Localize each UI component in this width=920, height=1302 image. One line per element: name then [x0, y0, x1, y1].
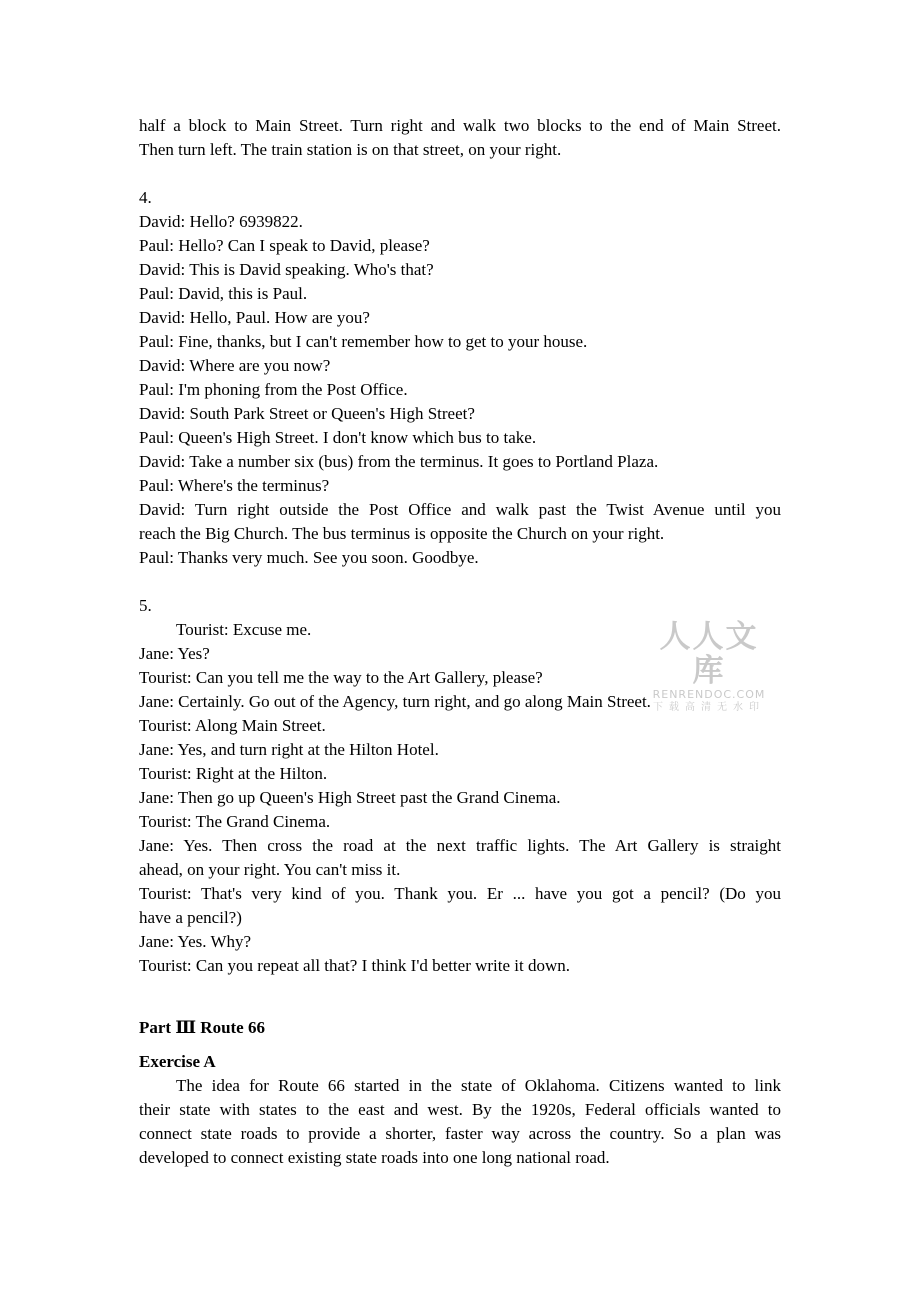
dialogue-line: Jane: Yes, and turn right at the Hilton Hotel. [139, 740, 439, 759]
dialogue-line: Jane: Yes. Then cross the road at the next traffic lights. The Art Gallery is straight [139, 836, 781, 855]
dialogue-line: Tourist: The Grand Cinema. [139, 812, 331, 831]
dialogue-line: David: Hello, Paul. How are you? [139, 308, 370, 327]
dialogue-line: Tourist: Excuse me. [176, 620, 312, 639]
exercise-heading: Exercise A [139, 1052, 216, 1071]
section-title: Part Ⅲ Route 66 [139, 1018, 265, 1037]
dialogue-line: Paul: I'm phoning from the Post Office. [139, 380, 408, 399]
dialogue-line: Paul: Where's the terminus? [139, 476, 330, 495]
paragraph-line: connect state roads to provide a shorter, faster way across the country. So a plan was [139, 1124, 781, 1143]
watermark-title: 人人文库 [659, 619, 759, 689]
dialogue-line: have a pencil?) [139, 908, 242, 927]
dialogue-line: David: Take a number six (bus) from the terminus. It goes to Portland Plaza. [139, 452, 659, 471]
dialogue-line: David: South Park Street or Queen's High Street? [139, 404, 475, 423]
text-line: Then turn left. The train station is on that street, on your right. [139, 140, 562, 159]
dialogue-number: 5. [139, 596, 152, 615]
dialogue-line: Paul: David, this is Paul. [139, 284, 308, 303]
dialogue-line: Jane: Certainly. Go out of the Agency, turn right, and go along Main Street. [139, 692, 651, 711]
dialogue-line: Jane: Yes. Why? [139, 932, 252, 951]
dialogue-line: David: Turn right outside the Post Office and walk past the Twist Avenue until you [139, 500, 781, 519]
dialogue-line: David: Where are you now? [139, 356, 331, 375]
dialogue-line: Tourist: That's very kind of you. Thank you. Er ... have you got a pencil? (Do you [139, 884, 781, 903]
dialogue-line: David: Hello? 6939822. [139, 212, 303, 231]
paragraph-line: their state with states to the east and west. By the 1920s, Federal officials wanted to [139, 1100, 781, 1119]
dialogue-line: Paul: Fine, thanks, but I can't remember how to get to your house. [139, 332, 588, 351]
text-line: half a block to Main Street. Turn right and walk two blocks to the end of Main Street. [139, 116, 781, 135]
dialogue-line: Jane: Then go up Queen's High Street past the Grand Cinema. [139, 788, 561, 807]
watermark-url: RENRENDOC.COM [652, 688, 766, 701]
dialogue-number: 4. [139, 188, 152, 207]
dialogue-line: ahead, on your right. You can't miss it. [139, 860, 401, 879]
dialogue-line: David: This is David speaking. Who's that? [139, 260, 434, 279]
dialogue-line: Paul: Queen's High Street. I don't know which bus to take. [139, 428, 537, 447]
dialogue-line: reach the Big Church. The bus terminus is opposite the Church on your right. [139, 524, 665, 543]
dialogue-line: Paul: Thanks very much. See you soon. Goodbye. [139, 548, 479, 567]
watermark-logo [646, 620, 772, 715]
watermark-subtitle: 下载高清无水印 [653, 702, 765, 713]
dialogue-line: Paul: Hello? Can I speak to David, please? [139, 236, 430, 255]
dialogue-line: Tourist: Along Main Street. [139, 716, 326, 735]
dialogue-line: Tourist: Can you repeat all that? I think I'd better write it down. [139, 956, 571, 975]
paragraph-line: developed to connect existing state roads into one long national road. [139, 1148, 610, 1167]
dialogue-line: Tourist: Can you tell me the way to the Art Gallery, please? [139, 668, 543, 687]
dialogue-line: Jane: Yes? [139, 644, 210, 663]
dialogue-line: Tourist: Right at the Hilton. [139, 764, 328, 783]
paragraph-line: The idea for Route 66 started in the state of Oklahoma. Citizens wanted to link [176, 1076, 781, 1095]
